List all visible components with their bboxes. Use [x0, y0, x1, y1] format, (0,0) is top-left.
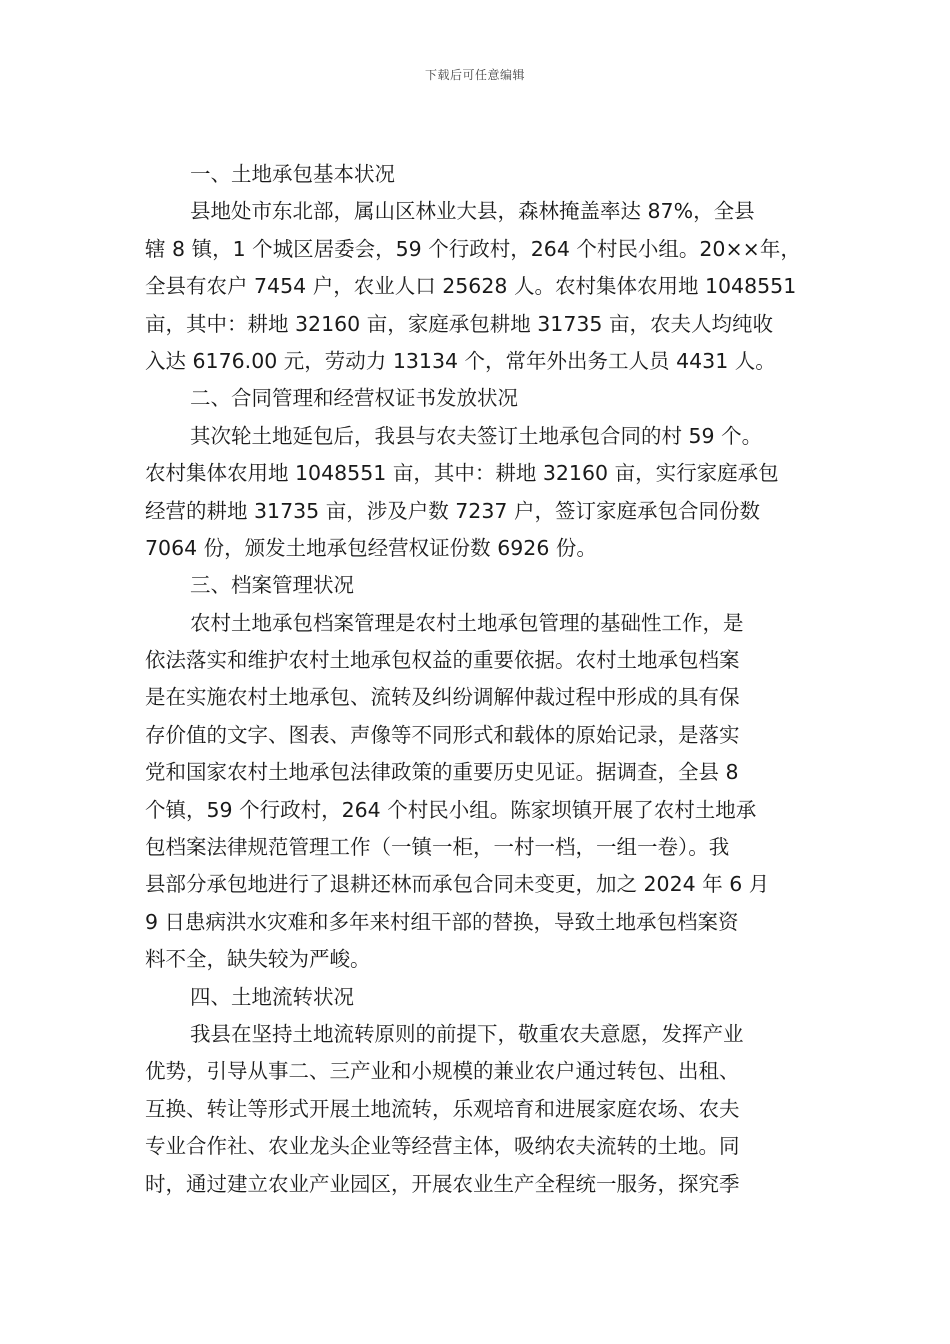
paragraph-line: 县地处市东北部，属山区林业大县，森林掩盖率达 87%，全县	[190, 199, 755, 224]
paragraph-line: 县部分承包地进行了退耕还林而承包合同未变更，加之 2024 年 6 月	[145, 872, 770, 897]
paragraph-line: 全县有农户 7454 户，农业人口 25628 人。农村集体农用地 1048551	[145, 274, 797, 299]
paragraph-line: 是在实施农村土地承包、流转及纠纷调解仲裁过程中形成的具有保	[145, 685, 740, 710]
paragraph-line: 9 日患病洪水灾难和多年来村组干部的替换，导致土地承包档案资	[145, 909, 739, 934]
paragraph-line: 优势，引导从事二、三产业和小规模的兼业农户通过转包、出租、	[145, 1059, 740, 1084]
paragraph-line: 时，通过建立农业产业园区，开展农业生产全程统一服务，探究季	[145, 1171, 740, 1196]
paragraph-line: 7064 份，颁发土地承包经营权证份数 6926 份。	[145, 535, 597, 560]
header-note: 下载后可任意编辑	[424, 68, 525, 82]
paragraph-line: 存价值的文字、图表、声像等不同形式和载体的原始记录，是落实	[145, 722, 740, 747]
paragraph-line: 农村集体农用地 1048551 亩，其中：耕地 32160 亩，实行家庭承包	[145, 461, 779, 486]
paragraph-line: 辖 8 镇，1 个城区居委会，59 个行政村，264 个村民小组。20××年，	[145, 236, 801, 261]
paragraph-line: 党和国家农村土地承包法律政策的重要历史见证。据调查，全县 8	[145, 760, 739, 785]
section-heading: 二、合同管理和经营权证书发放状况	[190, 386, 518, 411]
section-heading: 一、土地承包基本状况	[190, 162, 395, 186]
paragraph-line: 依法落实和维护农村土地承包权益的重要依据。农村土地承包档案	[145, 648, 740, 673]
paragraph-line: 个镇，59 个行政村，264 个村民小组。陈家坝镇开展了农村土地承	[145, 797, 757, 822]
paragraph-line: 专业合作社、农业龙头企业等经营主体，吸纳农夫流转的土地。同	[145, 1134, 740, 1159]
paragraph-line: 入达 6176.00 元，劳动力 13134 个，常年外出务工人员 4431 人。	[145, 348, 776, 373]
paragraph-line: 其次轮土地延包后，我县与农夫签订土地承包合同的村 59 个。	[190, 423, 763, 448]
paragraph-line: 料不全，缺失较为严峻。	[145, 947, 371, 972]
paragraph-line: 包档案法律规范管理工作（一镇一柜，一村一档，一组一卷）。我	[145, 835, 730, 860]
paragraph-line: 我县在坚持土地流转原则的前提下，敬重农夫意愿，发挥产业	[190, 1021, 744, 1046]
section-heading: 四、土地流转状况	[190, 984, 354, 1009]
paragraph-line: 亩，其中：耕地 32160 亩，家庭承包耕地 31735 亩，农夫人均纯收	[145, 311, 773, 336]
section-heading: 三、档案管理状况	[190, 573, 354, 598]
paragraph-line: 互换、转让等形式开展土地流转，乐观培育和进展家庭农场、农夫	[145, 1096, 740, 1121]
paragraph-line: 经营的耕地 31735 亩，涉及户数 7237 户，签订家庭承包合同份数	[145, 498, 760, 523]
paragraph-line: 农村土地承包档案管理是农村土地承包管理的基础性工作，是	[190, 610, 744, 635]
document-body	[145, 156, 807, 1203]
